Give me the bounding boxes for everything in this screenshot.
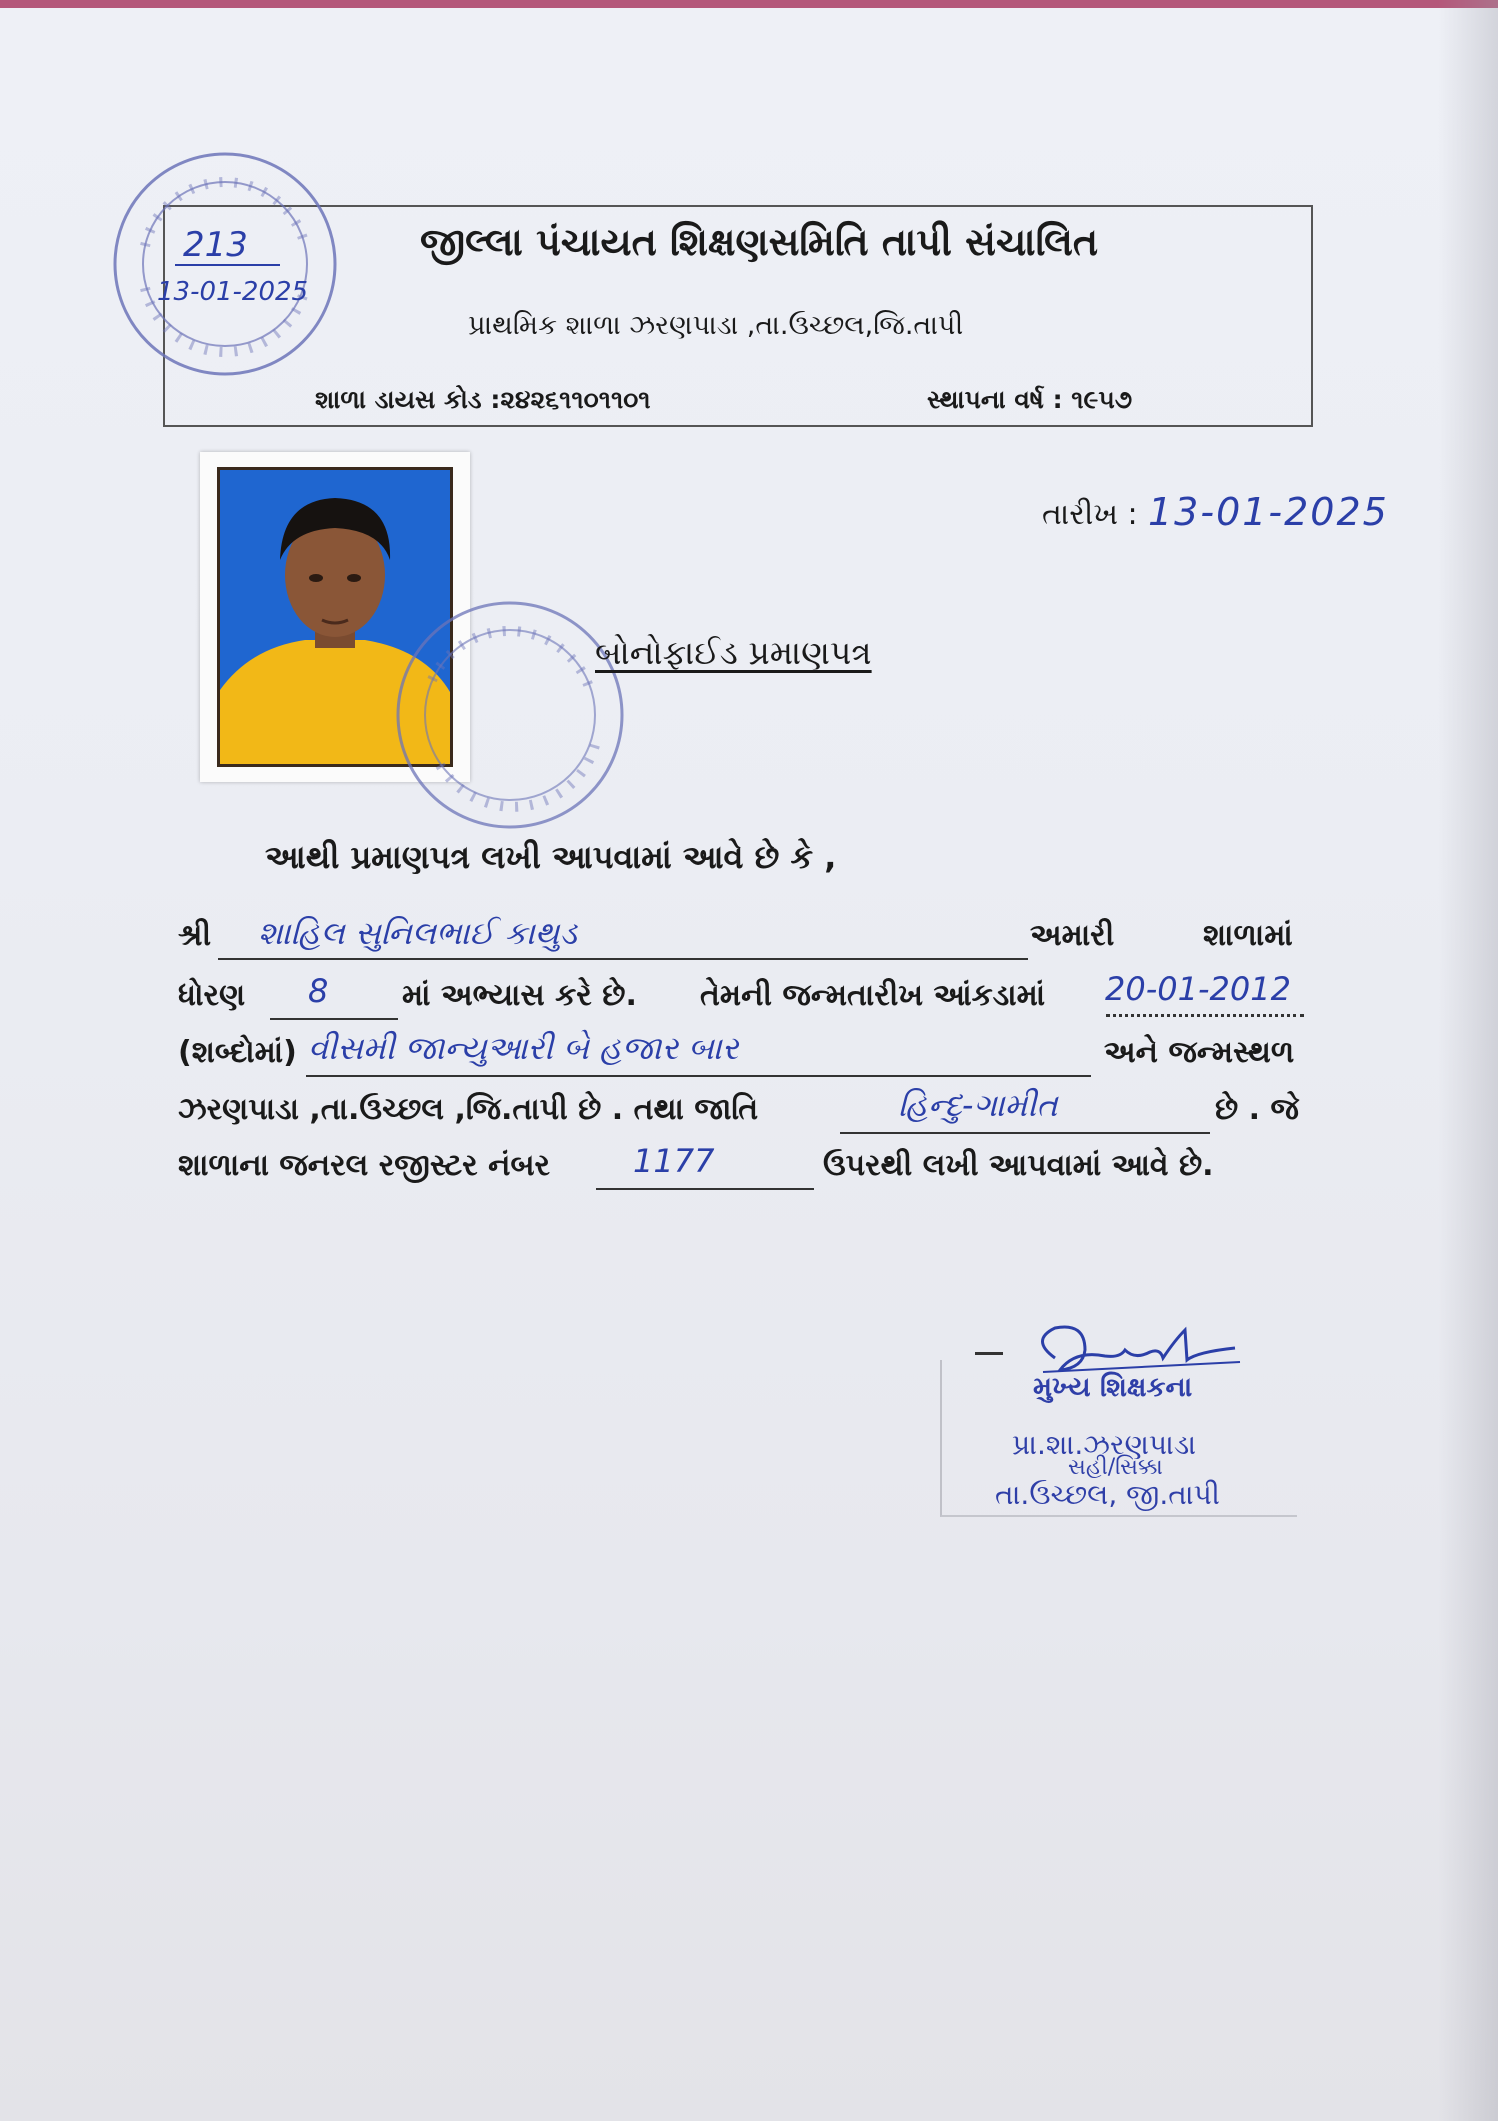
header-title: જીલ્લા પંચાયત શિક્ષણસમિતિ તાપી સંચાલિત	[420, 220, 1099, 264]
studying-label: માં અભ્યાસ કરે છે.	[402, 978, 637, 1013]
date-label: તારીખ :	[1042, 497, 1138, 532]
seal-school: પ્રા.શા.ઝરણપાડા	[1012, 1428, 1197, 1461]
our-school-label: અમારી	[1030, 918, 1115, 953]
seal-signature-stamp: સહી/સિક્કા	[1068, 1455, 1163, 1480]
std-value: 8	[308, 972, 329, 1010]
dob-dotted-line	[1106, 1014, 1304, 1017]
stamp-date: 13-01-2025	[157, 277, 309, 307]
caste-value: હિન્દુ-ગામીત	[898, 1086, 1058, 1124]
signature-label: મુખ્ય શિક્ષકના	[1033, 1372, 1193, 1403]
register-underline	[596, 1188, 814, 1190]
intro-text: આથી પ્રમાણપત્ર લખી આપવામાં આવે છે કે ,	[265, 838, 837, 876]
header-subtitle: પ્રાથમિક શાળા ઝરણપાડા ,તા.ઉચ્છલ,જિ.તાપી	[468, 310, 964, 341]
stamp-serial: 213	[183, 225, 248, 265]
dob-digits: 20-01-2012	[1105, 970, 1291, 1008]
school-stamp	[105, 148, 345, 380]
register-suffix: ઉપરથી લખી આપવામાં આવે છે.	[823, 1148, 1214, 1183]
body-line-4	[178, 1086, 1328, 1136]
caste-underline	[840, 1132, 1210, 1134]
caste-suffix: છે . જે	[1215, 1092, 1299, 1127]
register-label: શાળાના જનરલ રજીસ્ટર નંબર	[178, 1148, 551, 1183]
paper-shadow	[1438, 0, 1498, 2121]
name-underline	[218, 958, 1028, 960]
birthplace-label: અને જન્મસ્થળ	[1104, 1035, 1295, 1070]
student-name: શાહિલ સુનિલભાઈ કાથુડ	[258, 914, 577, 952]
dob-words-underline	[306, 1075, 1091, 1077]
issue-date: 13-01-2025	[1148, 490, 1389, 534]
in-school-label: શાળામાં	[1203, 918, 1293, 953]
body-line-5	[178, 1142, 1328, 1192]
photo-stamp	[370, 590, 630, 840]
body-line-3	[178, 1029, 1328, 1079]
established-year: સ્થાપના વર્ષ : ૧૯૫૭	[927, 385, 1133, 414]
body-line-2	[178, 970, 1328, 1022]
dob-words: વીસમી જાન્યુઆરી બે હજાર બાર	[308, 1029, 739, 1067]
shri-label: શ્રી	[178, 918, 212, 953]
words-label: (શબ્દોમાં)	[178, 1035, 297, 1070]
dise-code: શાળા ડાયસ કોડ :૨૪૨૬૧૧૦૧૧૦૧	[315, 385, 651, 414]
dob-label: તેમની જન્મતારીખ આંકડામાં	[700, 978, 1046, 1013]
body-line-1	[178, 914, 1328, 962]
std-label: ધોરણ	[178, 978, 246, 1013]
birthplace-text: ઝરણપાડા ,તા.ઉચ્છલ ,જિ.તાપી છે . તથા જાતિ	[178, 1092, 759, 1127]
page-top-edge	[0, 0, 1498, 8]
register-number: 1177	[633, 1142, 715, 1180]
seal-location: તા.ઉચ્છલ, જી.તાપી	[995, 1478, 1220, 1511]
std-underline	[270, 1018, 398, 1020]
document-title: બોનોફાઈડ પ્રમાણપત્ર	[595, 633, 872, 672]
